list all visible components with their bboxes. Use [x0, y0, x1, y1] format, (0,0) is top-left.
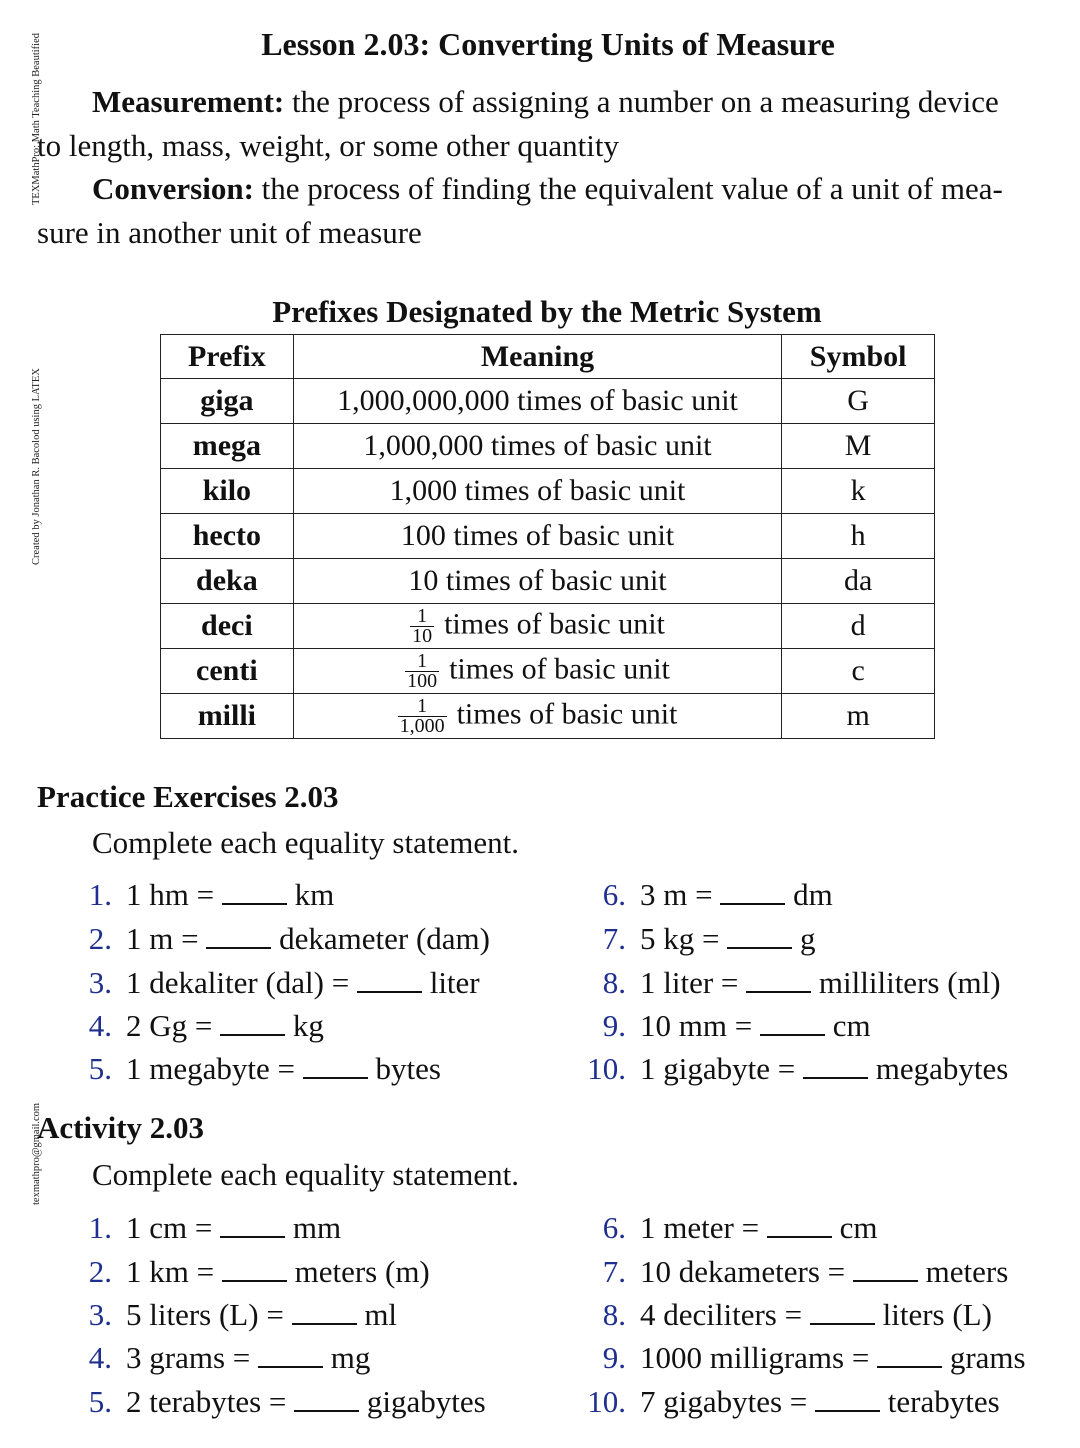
exercise-item: 4. 2 Gg = kg: [88, 1008, 324, 1043]
answer-blank[interactable]: [815, 1386, 880, 1412]
prefix-cell: mega: [161, 424, 294, 469]
conversion-definition-line1: Conversion: the process of finding the equivalent value of a unit of mea-: [92, 171, 1003, 206]
prefix-cell: hecto: [161, 514, 294, 559]
symbol-cell: M: [782, 424, 935, 469]
symbol-cell: d: [782, 604, 935, 649]
prefix-cell: deci: [161, 604, 294, 649]
answer-blank[interactable]: [220, 1212, 285, 1238]
answer-blank[interactable]: [357, 967, 422, 993]
table-row: [161, 424, 935, 469]
fraction: $\frac{1}{100}$: [407, 649, 438, 692]
activity-heading: Activity 2.03: [37, 1110, 205, 1145]
meaning-cell: 1,000,000 times of basic unit: [293, 424, 782, 469]
conversion-term: Conversion:: [92, 171, 254, 206]
symbol-cell: c: [782, 649, 935, 694]
sidebar-email-text: texmathpro@gmail.com: [31, 1102, 42, 1205]
symbol-cell: da: [782, 559, 935, 604]
symbol-cell: m: [782, 694, 935, 739]
exercise-item: 10. 1 gigabyte = megabytes: [587, 1051, 1009, 1086]
practice-instruction: Complete each equality statement.: [92, 825, 519, 860]
meaning-cell: $\frac{1}{10}$ times of basic unit: [293, 604, 782, 649]
answer-blank[interactable]: [222, 879, 287, 905]
symbol-cell: G: [782, 379, 935, 424]
fraction: $\frac{1}{1,000}$: [399, 694, 445, 737]
table-row: [161, 469, 935, 514]
activity-item: 7. 10 dekameters = meters: [602, 1254, 1009, 1289]
answer-blank[interactable]: [220, 1010, 285, 1036]
exercise-item: 3. 1 dekaliter (dal) = liter: [88, 965, 480, 1000]
prefix-cell: deka: [161, 559, 294, 604]
answer-blank[interactable]: [292, 1299, 357, 1325]
exercise-item: 6. 3 m = dm: [602, 877, 833, 912]
symbol-cell: k: [782, 469, 935, 514]
metric-prefix-table: [160, 334, 935, 739]
header-prefix: Prefix: [161, 335, 294, 379]
answer-blank[interactable]: [803, 1053, 868, 1079]
measurement-definition-line2: to length, mass, weight, or some other quantity: [37, 128, 620, 163]
table-header-row: [161, 335, 935, 379]
table-row: [161, 604, 935, 649]
table-row: [161, 694, 935, 739]
table-row: [161, 379, 935, 424]
activity-item: 5. 2 terabytes = gigabytes: [88, 1384, 486, 1419]
activity-item: 6. 1 meter = cm: [602, 1210, 878, 1245]
prefix-cell: giga: [161, 379, 294, 424]
table-row: [161, 559, 935, 604]
answer-blank[interactable]: [720, 879, 785, 905]
answer-blank[interactable]: [303, 1053, 368, 1079]
activity-item: 8. 4 deciliters = liters (L): [602, 1297, 992, 1332]
prefix-cell: centi: [161, 649, 294, 694]
fraction: $\frac{1}{10}$: [412, 604, 433, 647]
conversion-definition-line2: sure in another unit of measure: [37, 215, 422, 250]
meaning-cell: 100 times of basic unit: [293, 514, 782, 559]
table-title: Prefixes Designated by the Metric System: [272, 294, 822, 329]
prefix-cell: milli: [161, 694, 294, 739]
symbol-cell: h: [782, 514, 935, 559]
answer-blank[interactable]: [853, 1256, 918, 1282]
activity-item: 10. 7 gigabytes = terabytes: [587, 1384, 1000, 1419]
table-row: [161, 649, 935, 694]
answer-blank[interactable]: [222, 1256, 287, 1282]
answer-blank[interactable]: [877, 1342, 942, 1368]
meaning-cell: 1,000,000,000 times of basic unit: [293, 379, 782, 424]
exercise-item: 5. 1 megabyte = bytes: [88, 1051, 441, 1086]
measurement-definition-line1: Measurement: the process of assigning a number on a measuring device: [92, 84, 999, 119]
page-title: Lesson 2.03: Converting Units of Measure: [261, 26, 835, 62]
answer-blank[interactable]: [810, 1299, 875, 1325]
exercise-item: 8. 1 liter = milliliters (ml): [602, 965, 1001, 1000]
activity-item: 1. 1 cm = mm: [88, 1210, 342, 1245]
activity-item: 2. 1 km = meters (m): [88, 1254, 430, 1289]
activity-item: 9. 1000 milligrams = grams: [602, 1340, 1026, 1375]
exercise-item: 1. 1 hm = km: [88, 877, 335, 912]
answer-blank[interactable]: [767, 1212, 832, 1238]
sidebar-brand-text: TEXMathPro: Math Teaching Beautified: [31, 33, 42, 205]
activity-instruction: Complete each equality statement.: [92, 1157, 519, 1192]
meaning-cell: $\frac{1}{100}$ times of basic unit: [293, 649, 782, 694]
meaning-cell: 10 times of basic unit: [293, 559, 782, 604]
answer-blank[interactable]: [760, 1010, 825, 1036]
activity-item: 4. 3 grams = mg: [88, 1340, 371, 1375]
measurement-term: Measurement:: [92, 84, 285, 119]
practice-heading: Practice Exercises 2.03: [37, 779, 339, 814]
header-meaning: Meaning: [293, 335, 782, 379]
answer-blank[interactable]: [206, 923, 271, 949]
answer-blank[interactable]: [258, 1342, 323, 1368]
meaning-cell: $\frac{1}{1,000}$ times of basic unit: [293, 694, 782, 739]
sidebar-author-text: Created by Jonathan R. Bacolod using LATEX: [31, 368, 42, 565]
exercise-item: 9. 10 mm = cm: [602, 1008, 871, 1043]
header-symbol: Symbol: [782, 335, 935, 379]
activity-item: 3. 5 liters (L) = ml: [88, 1297, 398, 1332]
table-row: [161, 514, 935, 559]
exercise-item: 7. 5 kg = g: [602, 921, 816, 956]
meaning-cell: 1,000 times of basic unit: [293, 469, 782, 514]
prefix-cell: kilo: [161, 469, 294, 514]
answer-blank[interactable]: [746, 967, 811, 993]
answer-blank[interactable]: [727, 923, 792, 949]
exercise-item: 2. 1 m = dekameter (dam): [88, 921, 490, 956]
answer-blank[interactable]: [294, 1386, 359, 1412]
